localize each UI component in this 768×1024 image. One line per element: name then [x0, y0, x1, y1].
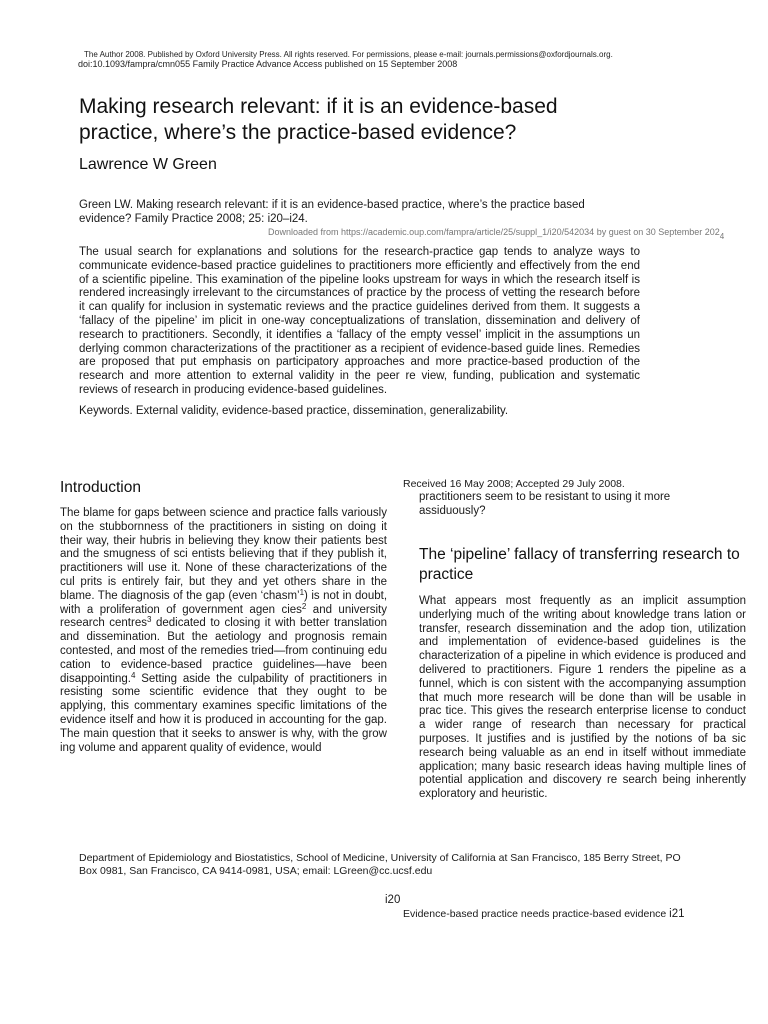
- intro-text-5: Setting aside the culpability of practitioners in resisting some scientific evidence that they ought to be applying, this commentary examines specific limitations of the evidence itself and how it is produced in accounting for the gap. The main question that it seeks to answer is why, with the grow ing volume and apparent quality of evidence, would: [60, 672, 387, 754]
- article-title: Making research relevant: if it is an evidence-based practice, where’s the practice-based evidence?: [79, 95, 558, 144]
- intro-text-2: ) is not in doubt, with a proliferation of government agen cies: [60, 589, 388, 616]
- introduction-body: [60, 507, 387, 755]
- introduction-heading: Introduction: [60, 479, 141, 496]
- author-affiliation: Department of Epidemiology and Biostatistics, School of Medicine, University of California at San Francisco, 185 Berry Street, PO Box 0981, San Francisco, CA 9414-0981, USA; email: LGreen@cc.ucsf.edu: [79, 852, 681, 877]
- citation: Green LW. Making research relevant: if it is an evidence-based practice, where’s the practice based evidence? Family Practice 2008; 25: i20–i24.: [79, 199, 585, 225]
- intro-text-4: dedicated to closing it with better translation and dissemination. But the aetiology and prognosis remain contested, and most of the remedies tried—from continuing edu cation to evidence-based practice guidelines—have been disappointing.: [60, 617, 388, 685]
- author-name: Lawrence W Green: [79, 156, 217, 173]
- page-number-right: i21: [669, 908, 685, 920]
- running-head-text: Evidence-based practice needs practice-based evidence: [403, 908, 670, 920]
- intro-text-1: The blame for gaps between science and practice falls variously on the stubbornness of the practitioners in sisting on doing it their way, their hubris in believing they know their patients best and the smugness of sci entists believing that if they publish it, practitioners will use it. None of these characterizations of the cul prits is entirely fair, but they and yet others share in the blame. The diagnosis of the gap (even ‘chasm’: [60, 507, 387, 602]
- running-head: [403, 908, 685, 920]
- pipeline-heading: The ‘pipeline’ fallacy of transferring research to practice: [419, 546, 740, 583]
- download-watermark-text: Downloaded from https://academic.oup.com/fampra/article/25/suppl_1/i20/542034 by guest on 30 September 202: [268, 227, 720, 237]
- download-watermark: [268, 227, 724, 241]
- page-number-left: i20: [385, 894, 401, 906]
- abstract: The usual search for explanations and solutions for the research-practice gap tends to analyze ways to communicate evidence-based practice guidelines to practitioners more efficiently and effectively from the end of a scientific pipeline. This examination of the pipeline looks upstream for ways in which the research itself is rendered increasingly irrelevant to the circumstances of practice by the process of vetting the research before it can qualify for inclusion in systematic reviews and the practice guidelines derived from them. It suggests a ‘fallacy of the pipeline’ im plicit in one-way conceptualizations of translation, dissemination and delivery of research to practitioners. Secondly, it identifies a ‘fallacy of the empty vessel’ implicit in the assumptions un derlying common characterizations of the practitioner as a recipient of evidence-based guide lines. Remedies are proposed that put emphasis on participatory approaches and more practice-based production of the research and more attention to external validity in the peer re view, funding, publication and systematic reviews of research in producing evidence-based guidelines.: [79, 246, 640, 396]
- pipeline-body: What appears most frequently as an implicit assumption underlying much of the writing about knowledge trans lation or transfer, research dissemination and the adop tion, utilization and implementation of evidence-based guidelines is the characterization of a pipeline in which evidence is produced and delivered to practitioners. Figure 1 renders the pipeline as a funnel, which is con sistent with the accompanying assumption that much more research will be done than will be usable in prac tice. This gives the research enterprise license to conduct a wider range of research than necessary for practical purposes. It justifies and is justified by the notions of ba sic research being valuable as an end in itself without immediate application; many basic research ideas having multiple lines of potential application and discovery re search being inherently exploratory and heuristic.: [419, 595, 746, 801]
- keywords: Keywords. External validity, evidence-based practice, dissemination, generalizability.: [79, 405, 509, 417]
- reference-2: 2: [301, 601, 307, 611]
- continuation-text: practitioners seem to be resistant to using it more assiduously?: [419, 491, 671, 517]
- reference-1: 1: [299, 587, 305, 597]
- copyright-line: The Author 2008. Published by Oxford University Press. All rights reserved. For permissions, please e-mail: journals.permissions@oxfordjournals.org.: [84, 50, 613, 59]
- doi-line: doi:10.1093/fampra/cmn055 Family Practice Advance Access published on 15 September 2008: [78, 59, 458, 69]
- download-watermark-tail: 4: [719, 232, 725, 241]
- reference-4: 4: [130, 670, 136, 680]
- intro-text-3: and university research centres: [60, 603, 387, 630]
- reference-3: 3: [146, 615, 152, 625]
- received-dates: Received 16 May 2008; Accepted 29 July 2008.: [403, 478, 625, 490]
